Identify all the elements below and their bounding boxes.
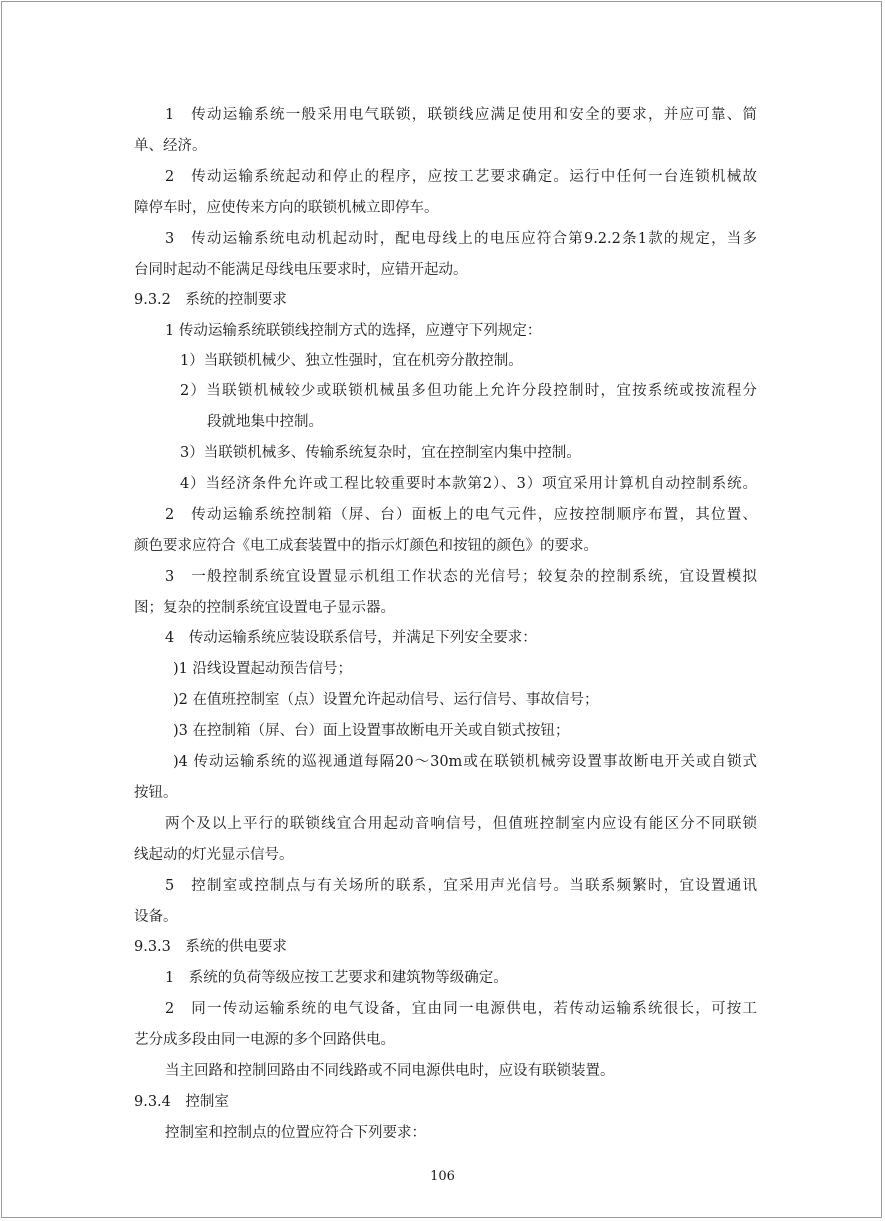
paragraph-line: 艺分成多段由同一电源的多个回路供电。	[134, 1032, 395, 1048]
paragraph-line: 台同时起动不能满足母线电压要求时，应错开起动。	[134, 262, 468, 278]
paragraph-line: 控制室和控制点的位置应符合下列要求：	[165, 1125, 426, 1141]
paragraph-line: 单、经济。	[134, 138, 207, 154]
paragraph-line: 线起动的灯光显示信号。	[134, 847, 294, 863]
list-item: 段就地集中控制。	[207, 414, 323, 430]
paragraph-line: 3 一般控制系统宜设置显示机组工作状态的光信号；较复杂的控制系统，宜设置模拟	[165, 569, 757, 585]
paragraph-line: 3 传动运输系统电动机起动时，配电母线上的电压应符合第9.2.2条1款的规定，当多	[165, 231, 757, 247]
paragraph-line: 4 传动运输系统应装设联系信号，并满足下列安全要求：	[165, 630, 537, 646]
section-heading: 9.3.2 系统的控制要求	[134, 292, 287, 308]
list-item: )2 在值班控制室（点）设置允许起动信号、运行信号、事故信号；	[173, 692, 599, 708]
list-item: 4）当经济条件允许或工程比较重要时本款第2）、3）项宜采用计算机自动控制系统。	[180, 476, 757, 492]
list-item: 2）当联锁机械较少或联锁机械虽多但功能上允许分段控制时，宜按系统或按流程分	[180, 383, 757, 399]
list-item: )3 在控制箱（屏、台）面上设置事故断电开关或自锁式按钮；	[173, 723, 570, 739]
paragraph-line: 1 传动运输系统一般采用电气联锁，联锁线应满足使用和安全的要求，并应可靠、简	[165, 107, 757, 123]
paragraph-line: 2 同一传动运输系统的电气设备，宜由同一电源供电，若传动运输系统很长，可按工	[165, 1001, 757, 1017]
paragraph-line: 设备。	[134, 909, 178, 925]
paragraph-line: 颜色要求应符合《电工成套装置中的指示灯颜色和按钮的颜色》的要求。	[134, 538, 598, 554]
section-heading: 9.3.4 控制室	[134, 1094, 229, 1110]
section-heading: 9.3.3 系统的供电要求	[134, 939, 287, 955]
list-item: 1）当联锁机械少、独立性强时，宜在机旁分散控制。	[180, 353, 523, 369]
paragraph-line: 1 系统的负荷等级应按工艺要求和建筑物等级确定。	[165, 970, 508, 986]
list-item: 3）当联锁机械多、传输系统复杂时，宜在控制室内集中控制。	[180, 445, 581, 461]
paragraph-line: 当主回路和控制回路由不同线路或不同电源供电时，应设有联锁装置。	[165, 1063, 615, 1079]
paragraph-line: 图；复杂的控制系统宜设置电子显示器。	[134, 600, 395, 616]
list-item: )1 沿线设置起动预告信号；	[173, 661, 352, 677]
page-number: 106	[430, 1169, 455, 1184]
paragraph-line: 两个及以上平行的联锁线宜合用起动音响信号，但值班控制室内应设有能区分不同联锁	[165, 816, 757, 832]
paragraph-line: 2 传动运输系统控制箱（屏、台）面板上的电气元件，应按控制顺序布置，其位置、	[165, 507, 757, 523]
paragraph-line: 1 传动运输系统联锁线控制方式的选择，应遵守下列规定：	[165, 323, 542, 339]
paragraph-line: 2 传动运输系统起动和停止的程序，应按工艺要求确定。运行中任何一台连锁机械故	[165, 169, 757, 185]
paragraph-line: 5 控制室或控制点与有关场所的联系，宜采用声光信号。当联系频繁时，宜设置通讯	[165, 878, 757, 894]
paragraph-line: 障停车时，应使传来方向的联锁机械立即停车。	[134, 200, 439, 216]
paragraph-line: 按钮。	[134, 785, 178, 801]
list-item: )4 传动运输系统的巡视通道每隔20～30m或在联锁机械旁设置事故断电开关或自锁式	[173, 754, 757, 770]
